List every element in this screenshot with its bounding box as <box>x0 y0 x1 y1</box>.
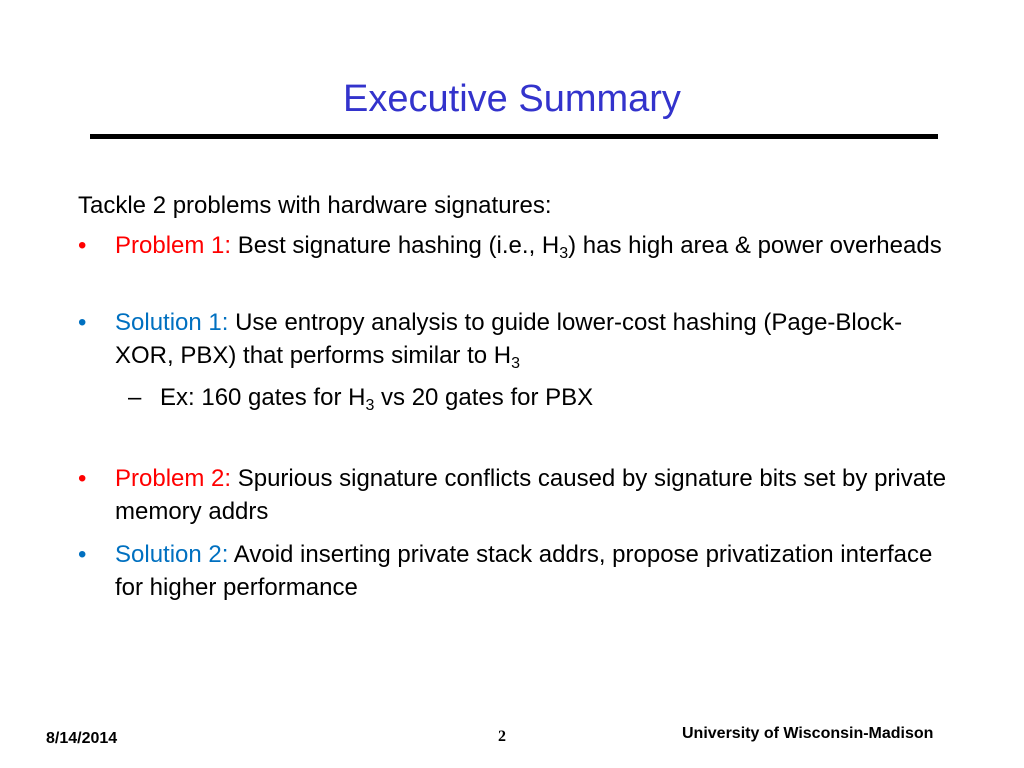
bullet-text <box>115 462 958 528</box>
bullet-text <box>115 229 958 262</box>
sub-bullet-dash: – <box>128 384 142 411</box>
bullet-marker: • <box>78 465 87 492</box>
solution-2-label: Solution 2: <box>115 541 229 568</box>
footer-organization: University of Wisconsin-Madison <box>682 725 934 742</box>
bullet-marker: • <box>78 541 87 568</box>
solution-2-text: Avoid inserting private stack addrs, propose privatization interface for higher performance <box>115 541 933 601</box>
bullet-marker: • <box>78 232 87 259</box>
example-subscript: 3 <box>365 397 375 414</box>
problem-2-text: Spurious signature conflicts caused by signature bits set by private memory addrs <box>115 465 947 525</box>
solution-1-subscript: 3 <box>511 355 520 372</box>
footer-page-number: 2 <box>498 728 506 745</box>
footer-date: 8/14/2014 <box>46 730 118 747</box>
slide-title: Executive Summary <box>343 78 681 120</box>
bullet-problem-2 <box>78 462 958 528</box>
bullet-text <box>115 306 958 372</box>
intro-text: Tackle 2 problems with hardware signatures: <box>78 192 552 219</box>
sub-bullet-example <box>128 381 593 414</box>
bullet-problem-1 <box>78 229 958 262</box>
solution-1-text-a: Use entropy analysis to guide lower-cost hashing (Page-Block-XOR, PBX) that performs similar to H <box>115 309 903 369</box>
example-text-a: Ex: 160 gates for H <box>160 384 366 411</box>
example-text-b: vs 20 gates for PBX <box>374 384 594 411</box>
problem-1-subscript: 3 <box>559 245 569 262</box>
problem-1-text-a: Best signature hashing (i.e., H <box>231 232 560 259</box>
problem-1-text-b: ) has high area & power overheads <box>568 232 942 259</box>
bullet-solution-1 <box>78 306 958 372</box>
title-divider <box>90 134 938 139</box>
problem-1-label: Problem 1: <box>115 232 232 259</box>
solution-1-label: Solution 1: <box>115 309 229 336</box>
bullet-marker: • <box>78 309 87 336</box>
problem-2-label: Problem 2: <box>115 465 232 492</box>
bullet-solution-2 <box>78 538 958 604</box>
bullet-text <box>115 538 958 604</box>
